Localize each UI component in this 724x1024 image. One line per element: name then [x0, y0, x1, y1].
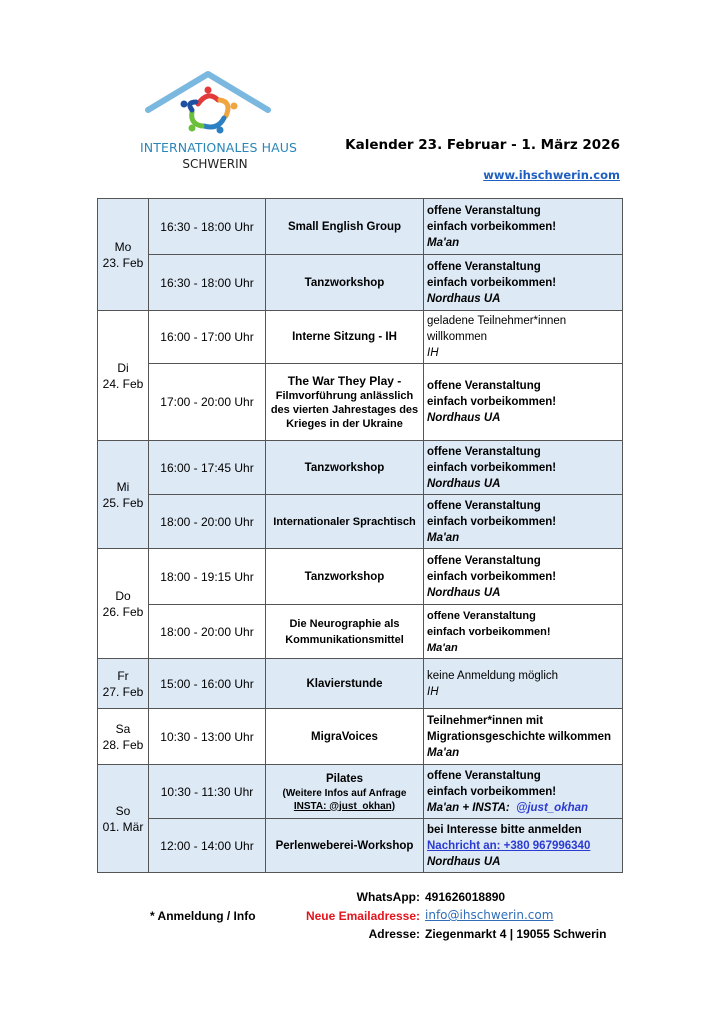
organizer: Ma'an — [427, 641, 458, 654]
insta-link[interactable]: @just_okhan — [516, 801, 589, 814]
day-cell — [98, 709, 149, 765]
table-row — [98, 709, 623, 765]
organizer: Ma'an + INSTA: — [427, 801, 510, 814]
table-row — [98, 549, 623, 605]
date: 28. Feb — [102, 737, 144, 752]
table-row — [98, 495, 623, 549]
table-row — [98, 364, 623, 441]
info-line: Teilnehmer*innen mit — [427, 714, 544, 727]
info-line: offene Veranstaltung — [427, 260, 541, 273]
info-line: einfach vorbeikommen! — [427, 570, 557, 583]
organizer: Ma'an — [427, 236, 460, 249]
day-cell — [98, 549, 149, 659]
time-cell: 18:00 - 19:15 Uhr — [149, 549, 266, 605]
organizer: Ma'an — [427, 531, 460, 544]
date: 27. Feb — [102, 684, 144, 699]
calendar-table — [97, 198, 623, 873]
organizer-line — [427, 800, 619, 816]
weekday: Mo — [114, 239, 132, 254]
info-cell — [424, 549, 623, 605]
event-title: Internationaler Sprachtisch — [266, 495, 424, 549]
time-cell: 15:00 - 16:00 Uhr — [149, 659, 266, 709]
event-title: Perlenweberei-Workshop — [266, 819, 424, 873]
info-cell — [424, 364, 623, 441]
time-cell: 17:00 - 20:00 Uhr — [149, 364, 266, 441]
page-title: Kalender 23. Februar - 1. März 2026 — [345, 137, 620, 153]
day-cell — [98, 311, 149, 441]
date: 25. Feb — [102, 495, 144, 510]
table-row — [98, 765, 623, 819]
time-cell: 16:30 - 18:00 Uhr — [149, 255, 266, 311]
organizer: Nordhaus UA — [427, 855, 501, 868]
info-cell — [424, 605, 623, 659]
email-label: Neue Emailadresse: — [305, 909, 420, 923]
time-cell: 10:30 - 13:00 Uhr — [149, 709, 266, 765]
info-line: keine Anmeldung möglich — [427, 669, 559, 682]
event-title: Small English Group — [266, 199, 424, 255]
info-line: offene Veranstaltung — [427, 769, 541, 782]
info-cell — [424, 659, 623, 709]
time-cell: 12:00 - 14:00 Uhr — [149, 819, 266, 873]
organizer: Nordhaus UA — [427, 586, 501, 599]
logo-title: INTERNATIONALES HAUS — [140, 140, 298, 155]
weekday: So — [115, 803, 131, 818]
website-link[interactable]: www.ihschwerin.com — [483, 168, 620, 182]
event-subtitle: (Weitere Infos auf Anfrage — [282, 787, 407, 799]
table-row — [98, 441, 623, 495]
time-cell: 18:00 - 20:00 Uhr — [149, 605, 266, 659]
info-line: einfach vorbeikommen! — [427, 785, 557, 798]
info-line: offene Veranstaltung — [427, 609, 536, 622]
info-cell — [424, 255, 623, 311]
organizer: Nordhaus UA — [427, 477, 501, 490]
day-cell — [98, 765, 149, 873]
event-subtitle: Filmvorführung anlässlich des vierten Jahrestages des Krieges in der Ukraine — [270, 390, 419, 430]
event-title: Tanzworkshop — [266, 441, 424, 495]
event-title: Pilates — [325, 772, 364, 785]
weekday: Mi — [116, 479, 130, 494]
info-line: bei Interesse bitte anmelden — [427, 823, 582, 836]
whatsapp-value: 491626018890 — [425, 890, 506, 904]
table-row — [98, 659, 623, 709]
info-cell — [424, 709, 623, 765]
organizer: IH — [427, 685, 439, 698]
event-title: Tanzworkshop — [266, 549, 424, 605]
weekday: Fr — [117, 668, 129, 683]
table-row — [98, 311, 623, 364]
info-line: offene Veranstaltung — [427, 380, 541, 392]
event-title: Interne Sitzung - IH — [266, 311, 424, 364]
logo — [140, 66, 298, 178]
time-cell: 16:30 - 18:00 Uhr — [149, 199, 266, 255]
event-title: Die Neurographie als Kommunikationsmittel — [266, 605, 424, 659]
info-line: Migrationsgeschichte wilkommen — [427, 730, 612, 743]
table-row — [98, 605, 623, 659]
date: 26. Feb — [102, 604, 144, 619]
weekday: Di — [117, 360, 129, 375]
organizer: Nordhaus UA — [427, 292, 501, 305]
event-title: Klavierstunde — [266, 659, 424, 709]
info-cell — [424, 311, 623, 364]
day-cell — [98, 441, 149, 549]
organizer: Ma'an — [427, 746, 460, 759]
info-line: offene Veranstaltung — [427, 499, 541, 512]
info-cell — [424, 495, 623, 549]
info-cell — [424, 441, 623, 495]
info-line: willkommen — [427, 331, 488, 343]
organizer: Nordhaus UA — [427, 412, 501, 424]
info-cell — [424, 765, 623, 819]
info-line: einfach vorbeikommen! — [427, 220, 557, 233]
address-value: Ziegenmarkt 4 | 19055 Schwerin — [425, 927, 607, 941]
info-line: einfach vorbeikommen! — [427, 276, 557, 289]
footer-note: * Anmeldung / Info — [150, 909, 256, 923]
logo-subtitle: SCHWERIN — [182, 157, 248, 171]
info-line: offene Veranstaltung — [427, 554, 541, 567]
organizer: IH — [427, 347, 439, 359]
info-line: einfach vorbeikommen! — [427, 515, 557, 528]
table-row — [98, 199, 623, 255]
event-title: The War They Play - — [287, 374, 402, 388]
weekday: Sa — [115, 721, 131, 736]
address-label: Adresse: — [368, 927, 420, 941]
table-row — [98, 255, 623, 311]
message-link[interactable]: Nachricht an: +380 967996340 — [427, 839, 591, 852]
day-cell — [98, 199, 149, 311]
whatsapp-label: WhatsApp: — [356, 890, 420, 904]
date: 24. Feb — [102, 376, 144, 391]
info-line: offene Veranstaltung — [427, 204, 541, 217]
email-link[interactable]: info@ihschwerin.com — [425, 908, 554, 922]
info-line: einfach vorbeikommen! — [427, 396, 557, 408]
time-cell: 16:00 - 17:45 Uhr — [149, 441, 266, 495]
info-cell — [424, 199, 623, 255]
info-line: offene Veranstaltung — [427, 445, 541, 458]
info-line: einfach vorbeikommen! — [427, 461, 557, 474]
event-cell — [266, 765, 424, 819]
event-title: MigraVoices — [266, 709, 424, 765]
time-cell: 16:00 - 17:00 Uhr — [149, 311, 266, 364]
weekday: Do — [115, 588, 131, 603]
day-cell — [98, 659, 149, 709]
time-cell: 18:00 - 20:00 Uhr — [149, 495, 266, 549]
info-line: einfach vorbeikommen! — [427, 625, 551, 638]
event-title: Tanzworkshop — [266, 255, 424, 311]
logo-house-icon — [140, 66, 290, 140]
info-line: geladene Teilnehmer*innen — [427, 315, 567, 327]
event-cell — [266, 364, 424, 441]
table-row — [98, 819, 623, 873]
time-cell: 10:30 - 11:30 Uhr — [149, 765, 266, 819]
insta-link-inline[interactable]: INSTA: @just_okhan) — [293, 800, 396, 812]
date: 01. Mär — [102, 819, 144, 834]
date: 23. Feb — [102, 255, 144, 270]
info-cell — [424, 819, 623, 873]
